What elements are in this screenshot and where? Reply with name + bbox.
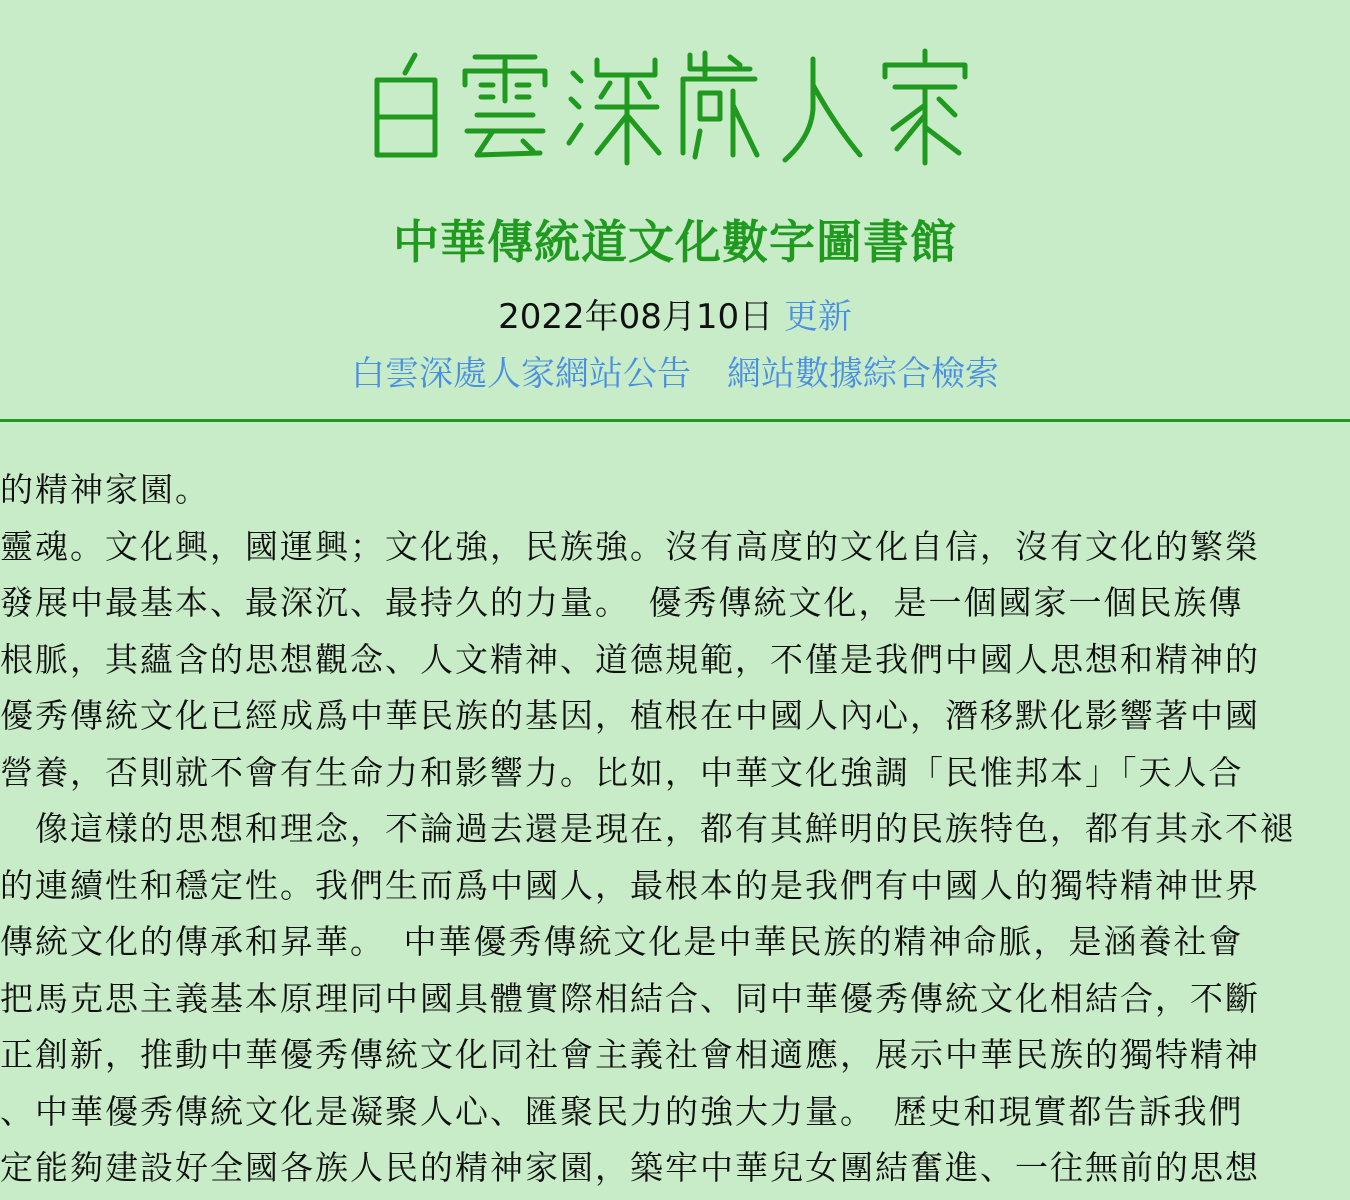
search-link[interactable]: 網站數據綜合檢索 — [727, 354, 999, 394]
text-line-6: 營養，否則就不會有生命力和影響力。比如，中華文化強調「民惟邦本」「天人合 — [0, 752, 1244, 792]
announcement-link[interactable]: 白雲深處人家網站公告 — [351, 354, 691, 394]
text-line-1: 的精神家園。 — [0, 470, 210, 509]
text-line-12: 、中華優秀傳統文化是凝聚人心、匯聚民力的強大力量。 歷史和現實都告訴我們 — [0, 1091, 1244, 1131]
update-link[interactable]: 更新 — [783, 297, 852, 337]
text-line-7: 像這樣的思想和理念，不論過去還是現在，都有其鮮明的民族特色，都有其永不褪 — [0, 809, 1295, 848]
site-title: 中華傳統道文化數字圖書館 — [393, 215, 957, 269]
text-line-5: 優秀傳統文化已經成爲中華民族的基因，植根在中國人內心，潛移默化影響著中國 — [0, 696, 1260, 735]
text-line-4: 根脈，其蘊含的思想觀念、人文精神、道德規範，不僅是我們中國人思想和精神的 — [0, 639, 1260, 679]
site-logo[interactable] — [0, 40, 1350, 175]
nav-links — [0, 350, 1350, 398]
text-line-9: 傳統文化的傳承和昇華。 中華優秀傳統文化是中華民族的精神命脈，是涵養社會 — [0, 922, 1244, 961]
seal-script-logo-icon — [365, 45, 985, 170]
text-line-3: 發展中最基本、最深沉、最持久的力量。 優秀傳統文化，是一個國家一個民族傳 — [0, 583, 1244, 622]
site-header — [0, 0, 1350, 420]
text-line-13: 定能夠建設好全國各族人民的精神家園，築牢中華兒女團結奮進、一往無前的思想 — [0, 1148, 1260, 1187]
update-line — [0, 293, 1350, 341]
text-line-8: 的連續性和穩定性。我們生而爲中國人，最根本的是我們有中國人的獨特精神世界 — [0, 865, 1260, 905]
article-content — [0, 462, 1350, 1200]
text-line-11: 正創新，推動中華優秀傳統文化同社會主義社會相適應，展示中華民族的獨特精神 — [0, 1035, 1260, 1074]
text-line-2: 靈魂。文化興，國運興；文化強，民族強。沒有高度的文化自信，沒有文化的繁榮 — [0, 526, 1260, 566]
update-date: 2022年08月10日 — [498, 297, 774, 337]
text-line-10: 把馬克思主義基本原理同中國具體實際相結合、同中華優秀傳統文化相結合，不斷 — [0, 978, 1260, 1018]
header-divider — [0, 419, 1350, 422]
